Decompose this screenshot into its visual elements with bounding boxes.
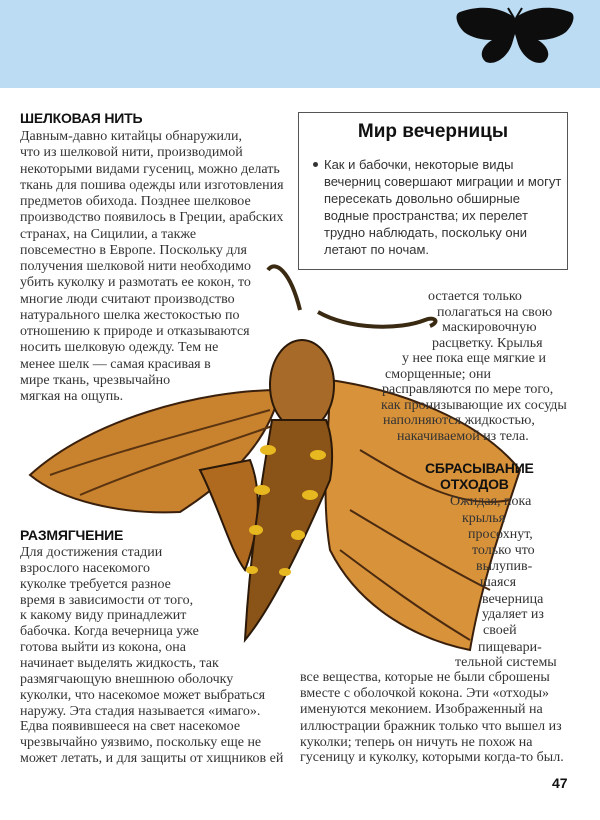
section-heading: ШЕЛКОВАЯ НИТЬ (20, 110, 143, 126)
text-line: наружу. Эта стадия называется «имаго». (20, 703, 261, 719)
text-line: удаляет из (482, 607, 544, 622)
text-line: получения шелковой нити необходимо (20, 259, 251, 274)
text-line: многие люди считают производство (20, 291, 235, 307)
text-line: сморщенные; они (385, 366, 492, 382)
text-line: производство появилось в Греции, арабских (20, 210, 284, 226)
text-line: вместе с оболочкой кокона. Эти «отходы» (300, 686, 550, 701)
text-line: пищевари- (478, 640, 542, 655)
text-line: вечерница (482, 592, 544, 607)
moth-silhouette-icon (452, 4, 578, 68)
text-line: расправляются по мере того, (382, 382, 554, 397)
text-line: куколки; теперь он ничуть не похож на (300, 735, 533, 750)
text-line: полагаться на свою (437, 304, 553, 320)
text-line: что из шелковой нити, производимой (20, 145, 243, 161)
text-line: Для достижения стадии (20, 545, 163, 560)
text-line: повсеместно в Европе. Поскольку для (20, 242, 247, 258)
text-line: гусеницу и куколку, которыми когда-то был. (300, 750, 564, 765)
text-line: водные пространства; их перелет (324, 208, 528, 223)
text-line: взрослого насекомого (20, 560, 150, 576)
text-line: размягчающую внешнюю оболочку (20, 671, 234, 687)
text-line: шаяся (480, 575, 517, 590)
text-line: тельной системы (455, 655, 557, 670)
text-line: Давным-давно китайцы обнаружили, (20, 129, 243, 144)
text-line: просохнут, (468, 527, 533, 542)
text-line: мире ткань, чрезвычайно (20, 372, 171, 388)
text-line: у нее пока еще мягкие и (402, 351, 546, 366)
text-line: как пронизывающие их сосуды (381, 397, 567, 413)
text-line: менее шелк — самая красивая в (20, 356, 211, 372)
text-line: своей (483, 623, 517, 638)
section-heading: ОТХОДОВ (440, 476, 509, 492)
text-line: начинает выделять жидкость, так (20, 655, 219, 671)
text-line: иллюстрации бражник только что вышел из (300, 719, 562, 734)
text-line: вечерниц совершают миграции и могут (324, 174, 562, 189)
info-box (298, 112, 568, 270)
text-line: вылупив- (476, 559, 533, 574)
text-line: Едва появившееся на свет насекомое (20, 719, 241, 735)
text-line: мягкая на ощупь. (20, 389, 124, 404)
text-line: именуются меконием. Изображенный на (300, 702, 543, 717)
text-line: остается только (428, 289, 522, 304)
text-line: может летать, и для защиты от хищников ей (20, 751, 284, 767)
text-line: предметов обихода. Позднее шелковое (20, 194, 251, 209)
text-line: бабочка. Когда вечерница уже (20, 624, 199, 640)
text-line: расцветку. Крылья (432, 335, 543, 351)
text-line: накачиваемой из тела. (397, 428, 529, 444)
text-line: наполняются жидкостью, (383, 413, 535, 428)
text-line: носить шелковую одежду. Тем не (20, 340, 219, 356)
text-line: маскировочную (442, 320, 537, 335)
text-line: только что (472, 543, 535, 558)
page-number: 47 (552, 775, 568, 791)
text-line: отношению к природе и отказываются (20, 324, 250, 339)
text-line: крылья (462, 511, 506, 526)
text-line: странах, на Сицилии, а также (20, 226, 197, 242)
section-heading: СБРАСЫВАНИЕ (425, 460, 534, 476)
text-line: все вещества, которые не были сброшены (300, 670, 550, 685)
info-box-title: Мир вечерницы (357, 121, 509, 142)
text-line: куколки, что насекомое может выбраться (20, 687, 266, 703)
text-line: убить куколку и размотать ее кокон, то (20, 275, 251, 291)
text-line: натурального шелка жестокостью по (20, 307, 240, 323)
text-line: летают по ночам. (324, 242, 430, 257)
section-heading: РАЗМЯГЧЕНИЕ (20, 527, 124, 543)
bullet-icon (313, 162, 318, 167)
text-line: время в зависимости от того, (20, 592, 194, 608)
text-line: готова выйти из кокона, она (20, 640, 187, 656)
text-line: Как и бабочки, некоторые виды (324, 157, 514, 172)
text-line: ткань для пошива одежды или изготовления (20, 177, 284, 193)
text-line: трудно наблюдать, поскольку они (324, 225, 528, 240)
text-line: пересекать довольно обширные (324, 191, 520, 206)
text-line: к какому виду принадлежит (20, 608, 187, 624)
text-line: куколке требуется разное (20, 576, 171, 592)
text-line: Ожидая, пока (450, 494, 532, 509)
text-line: некоторыми видами гусениц, можно делать (20, 161, 280, 177)
text-line: чрезвычайно уязвимо, поскольку еще не (20, 735, 262, 751)
